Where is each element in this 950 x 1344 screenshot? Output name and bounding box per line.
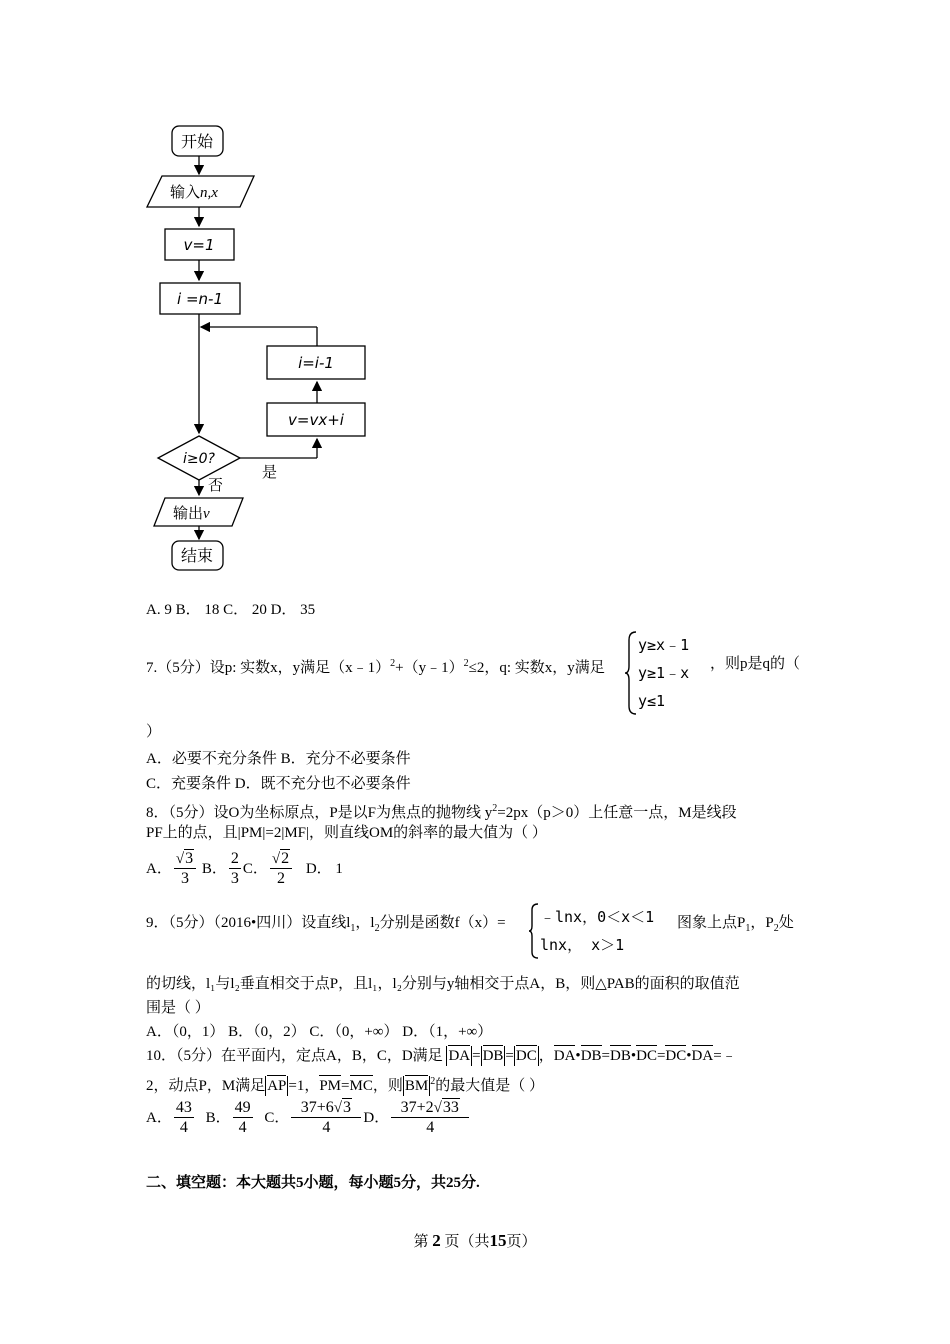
i-init-label: i =n-1 (177, 290, 223, 308)
end-label: 结束 (180, 546, 214, 565)
page-number: 2 (432, 1231, 441, 1250)
q9-line2: 的切线，l₁与l₂垂直相交于点P，且l₁，l₂分别与y轴相交于点A，B，则△PAB的面积的取值范 (146, 976, 740, 992)
q9-stem-end: 图象上点$P_1$，$P_2$处 (677, 915, 794, 934)
output-var: v (203, 506, 210, 522)
q8-stem1: 8．（5分）设O为坐标原点，P是以F为焦点的抛物线 $y^2=2px(p>0)$上任意一点，M是线段 (146, 803, 737, 821)
start-label: 开始 (180, 132, 214, 151)
q7-stem: 7.（5分）设p: 实数x，y满足（x﹣1）$^2$+（y﹣1）$^2$≤2，q: 实数x，y满足 (146, 658, 605, 676)
q7-close: ） (146, 724, 162, 740)
page-total: 15 (489, 1231, 507, 1250)
q7-stem-end: ，则p是q的（ (710, 656, 801, 672)
q10-stem1: 10．（5分）在平面内，定点A，B，C，D满足 DA = DB = DC ，DA•DB=DB•DC=DC•DA=﹣ (146, 1048, 737, 1064)
q8-options: A． $\frac{√3}{3}$ B． $\frac{2}{3}$ C． $\frac{√2}{2}$ D． 1 (146, 850, 343, 888)
input-vars: n,x (200, 185, 218, 201)
input-label: 输入 (170, 183, 201, 201)
q6-options: A. 9 B． 18 C． 20 D． 35 (146, 602, 316, 618)
v-init-label: v=1 (183, 236, 215, 254)
q10-stem2: 2，动点P，M满足 AP =1，PM=MC，则 BM $^2$的最大值是（ ） (146, 1076, 544, 1094)
q9-stem: 9．（5分）（2016•四川）设直线$l_1$，$l_2$分别是函数f（x）= (146, 915, 506, 934)
output-label: 输出 (173, 504, 204, 522)
section2-title: 二、填空题：本大题共5小题，每小题5分，共25分. (146, 1175, 480, 1191)
q9-line3: 围是（ ） (146, 1000, 210, 1016)
svg-text:输出v (173, 504, 210, 522)
update-v-label: v=vx+i (288, 411, 344, 429)
update-i-label: i=i-1 (298, 354, 334, 372)
yes-label: 是 (262, 463, 278, 481)
condition-label: i≥0? (183, 451, 215, 467)
q9-pieces: ﹣lnx，0＜x＜1 lnx， x＞1 (540, 908, 655, 954)
page-footer: 第 2 页（共15页） (413, 1231, 537, 1250)
svg-text:输入n,x (170, 183, 218, 201)
q7-options-cd: C．充要条件 D．既不充分也不必要条件 (146, 776, 411, 792)
q7-system: y≥x﹣1 y≥1﹣x y≤1 (638, 636, 690, 710)
flowchart (0, 0, 400, 590)
q10-options: A． $\frac{43}{4}$ B． $\frac{49}{4}$ C． $\frac{37+6√3}{4}$ D． $\frac{37+2√33}{4}$ (146, 1095, 471, 1141)
no-label: 否 (208, 476, 224, 494)
q7-options-ab: A．必要不充分条件 B．充分不必要条件 (146, 751, 411, 767)
q9-brace (528, 902, 540, 960)
q9-options: A．（0，1） B．（0，2） C．（0，+∞） D．（1，+∞） (146, 1024, 493, 1040)
q8-stem2: PF上的点，且|PM|=2|MF|，则直线OM的斜率的最大值为（ ） (146, 825, 547, 841)
q7-brace (624, 630, 638, 716)
